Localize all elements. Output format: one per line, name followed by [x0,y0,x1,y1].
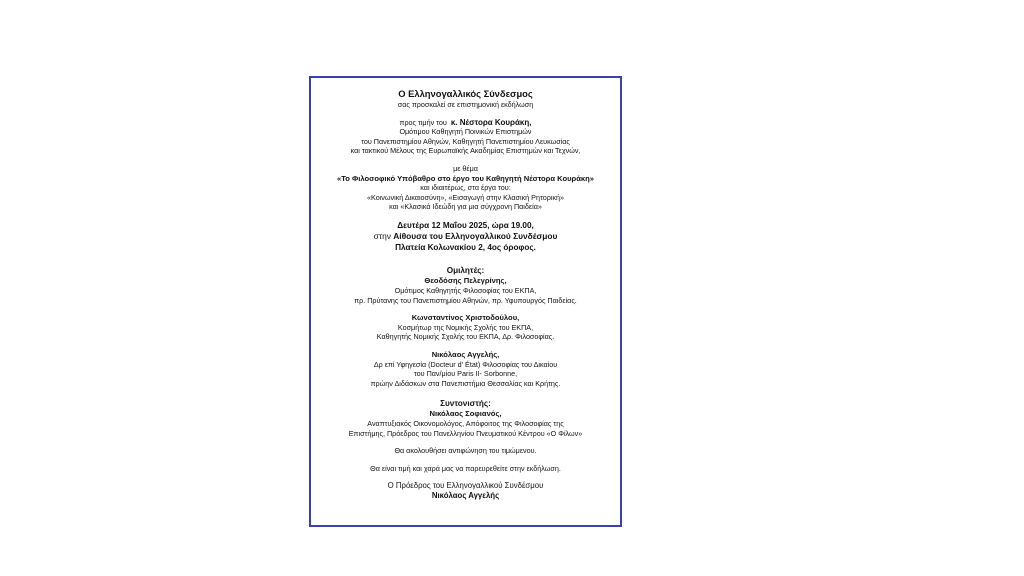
works-line: «Κοινωνική Δικαιοσύνη», «Εισαγωγή στην Κλασική Ρητορική» [367,192,564,202]
speaker-desc-line: πρώην Διδάσκων στα Πανεπιστήμια Θεσσαλίας και Κρήτης. [370,378,561,388]
speaker-desc-line: Δρ επί Υφηγεσία (Docteur d' État) Φιλοσοφίας του Δικαίου [373,359,558,369]
speaker-desc-line: πρ. Πρύτανης του Πανεπιστημίου Αθηνών, πρ. Υφυπουργός Παιδείας. [354,295,577,305]
speaker-name: Κωνσταντίνος Χριστοδούλου, [411,313,520,323]
speaker-desc-line: Καθηγητής Νομικής Σχολής του ΕΚΠΑ, Δρ. Φιλοσοφίας. [376,332,555,342]
honor-prefix: προς τιμήν του [399,117,447,127]
speakers-heading: Ομιλητές: [446,266,485,276]
event-venue [311,231,620,243]
works-line: και «Κλασικά Ιδεώδη για μια σύγχρονη Παιδεία» [389,202,542,212]
coordinator-heading: Συντονιστής: [440,399,491,409]
speaker-name: Νικόλαος Αγγελής, [431,350,500,359]
invitation-subtitle: σας προσκαλεί σε επιστημονική εκδήλωση [397,100,534,109]
venue-prefix: στην [373,230,394,241]
signature-name: Νικόλαος Αγγελής [431,490,500,500]
signature-title: Ο Πρόεδρος του Ελληνογαλλικού Συνδέσμου [387,481,544,491]
closing-line: Θα είναι τιμή και χαρά μας να παρευρεθείτε στην εκδήλωση. [370,463,561,473]
speaker-name: Θεοδόσης Πελεγρίνης, [424,276,507,286]
venue-name: Αίθουσα του Ελληνογαλλικού Συνδέσμου [393,230,558,241]
coordinator-desc-line: Αναπτυξιακός Οικονομολόγος, Απόφοιτος της Φιλοσοφίας της [367,418,564,428]
theme-prefix: με θέμα [453,163,478,173]
response-line: Θα ακολουθήσει αντιφώνηση του τιμώμενου. [394,446,537,456]
honoree-desc-line: Ομότιμου Καθηγητή Ποινικών Επιστημών [399,127,532,137]
works-line: και ιδιαιτέρως, στα έργα του: [420,183,511,193]
honoree-name: κ. Νέστορα Κουράκη, [450,117,532,127]
honoree-desc-line: και τακτικού Μέλους της Ευρωπαϊκής Ακαδημίας Επιστημών και Τεχνών, [350,146,581,156]
coordinator-desc-line: Επιστήμης, Πρόεδρος του Πανελληνίου Πνευματικού Κέντρου «Ο Φίλων» [348,428,583,438]
theme-title: «Το Φιλοσοφικό Υπόβαθρο στο έργο του Καθηγητή Νέστορα Κουράκη» [336,173,594,183]
speaker-desc-line: Ομότιμος Καθηγητής Φιλοσοφίας του ΕΚΠΑ, [394,286,537,296]
coordinator-name: Νικόλαος Σοφιανός, [429,409,502,419]
invitation-title: Ο Ελληνογαλλικός Σύνδεσμος [398,88,533,99]
event-address: Πλατεία Κολωνακίου 2, 4ος όροφος. [395,243,536,253]
speaker-desc-line: του Παν/μίου Paris II- Sorbonne, [413,369,518,379]
honoree-desc-line: του Πανεπιστημίου Αθηνών, Καθηγητή Πανεπιστημίου Λευκωσίας [361,136,570,146]
speaker-desc-line: Κοσμήτωρ της Νομικής Σχολής του ΕΚΠΑ, [397,322,534,332]
honor-line [311,118,620,128]
invitation-card [309,76,622,527]
event-date: Δευτέρα 12 Μαΐου 2025, ώρα 19.00, [397,220,534,230]
